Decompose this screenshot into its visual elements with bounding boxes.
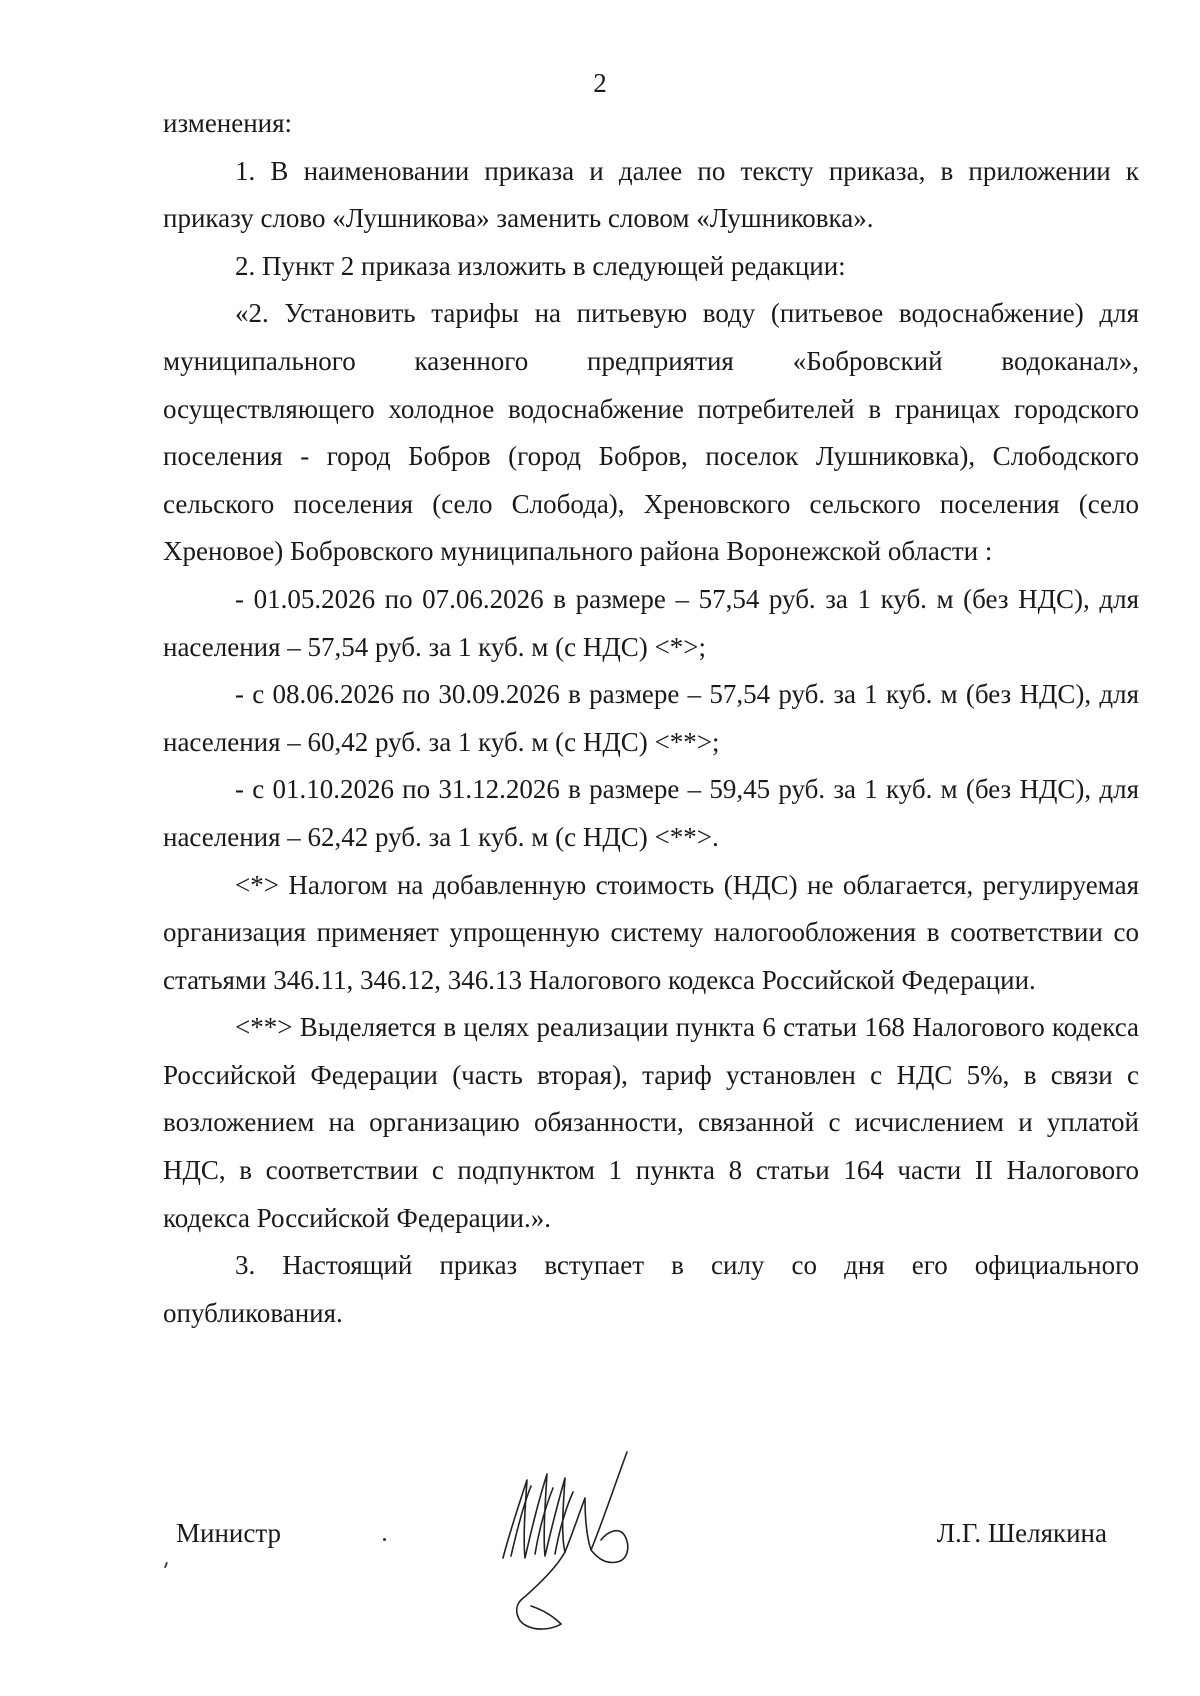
handwritten-signature [495,1440,645,1640]
paragraph-tariff-intro: «2. Установить тарифы на питьевую воду (питьевое водоснабжение) для муниципального казенного предприятия «Бобровский водоканал», осуществляющего холодное водоснабжение потребителей в границах городского поселения - город Бобров (город Бобров, поселок Лушниковка), Слободского сельского поселения (село Слобода), Хреновского сельского поселения (село Хреновое) Бобровского муниципального района Воронежской области : [163,298,1139,567]
paragraph-tariff-period-2: - с 08.06.2026 по 30.09.2026 в размере – 57,54 руб. за 1 куб. м (без НДС), для населения – 60,42 руб. за 1 куб. м (с НДС) <**>; [163,679,1139,757]
signatory-position: Министр [176,1518,281,1548]
page-number: 2 [593,68,607,98]
paragraph-tariff-period-1: - 01.05.2026 по 07.06.2026 в размере – 57,54 руб. за 1 куб. м (без НДС), для населения – 57,54 руб. за 1 куб. м (с НДС) <*>; [163,583,1139,662]
signature-dot [383,1538,386,1541]
signatory-name: Л.Г. Шелякина [936,1518,1107,1548]
document-body [163,100,1139,1337]
paragraph-footnote-2: <**> Выделяется в целях реализации пункта 6 статьи 168 Налогового кодекса Российской Федерации (часть вторая), тариф установлен с НДС 5%, в связи с возложением на организацию обязанности, связанной с исчислением и уплатой НДС, в соответствии с подпунктом 1 пункта 8 статьи 164 части II Налогового кодекса Российской Федерации.». [163,1012,1139,1233]
paragraph-tariff-period-3: - с 01.10.2026 по 31.12.2026 в размере – 59,45 руб. за 1 куб. м (без НДС), для населения – 62,42 руб. за 1 куб. м (с НДС) <**>. [163,774,1139,852]
paragraph-intro: изменения: [163,108,293,138]
paragraph-item-1: 1. В наименовании приказа и далее по тексту приказа, в приложении к приказу слово «Лушникова» заменить словом «Лушниковка». [163,155,1139,234]
paragraph-item-2: 2. Пункт 2 приказа изложить в следующей редакции: [235,250,846,281]
paragraph-footnote-1: <*> Налогом на добавленную стоимость (НДС) не облагается, регулируемая организация применяет упрощенную систему налогообложения в соответствии со статьями 346.11, 346.12, 346.13 Налогового кодекса Российской Федерации. [163,869,1139,995]
scan-mark [164,1562,168,1568]
paragraph-item-3: 3. Настоящий приказ вступает в силу со дня его официального опубликования. [163,1250,1139,1328]
